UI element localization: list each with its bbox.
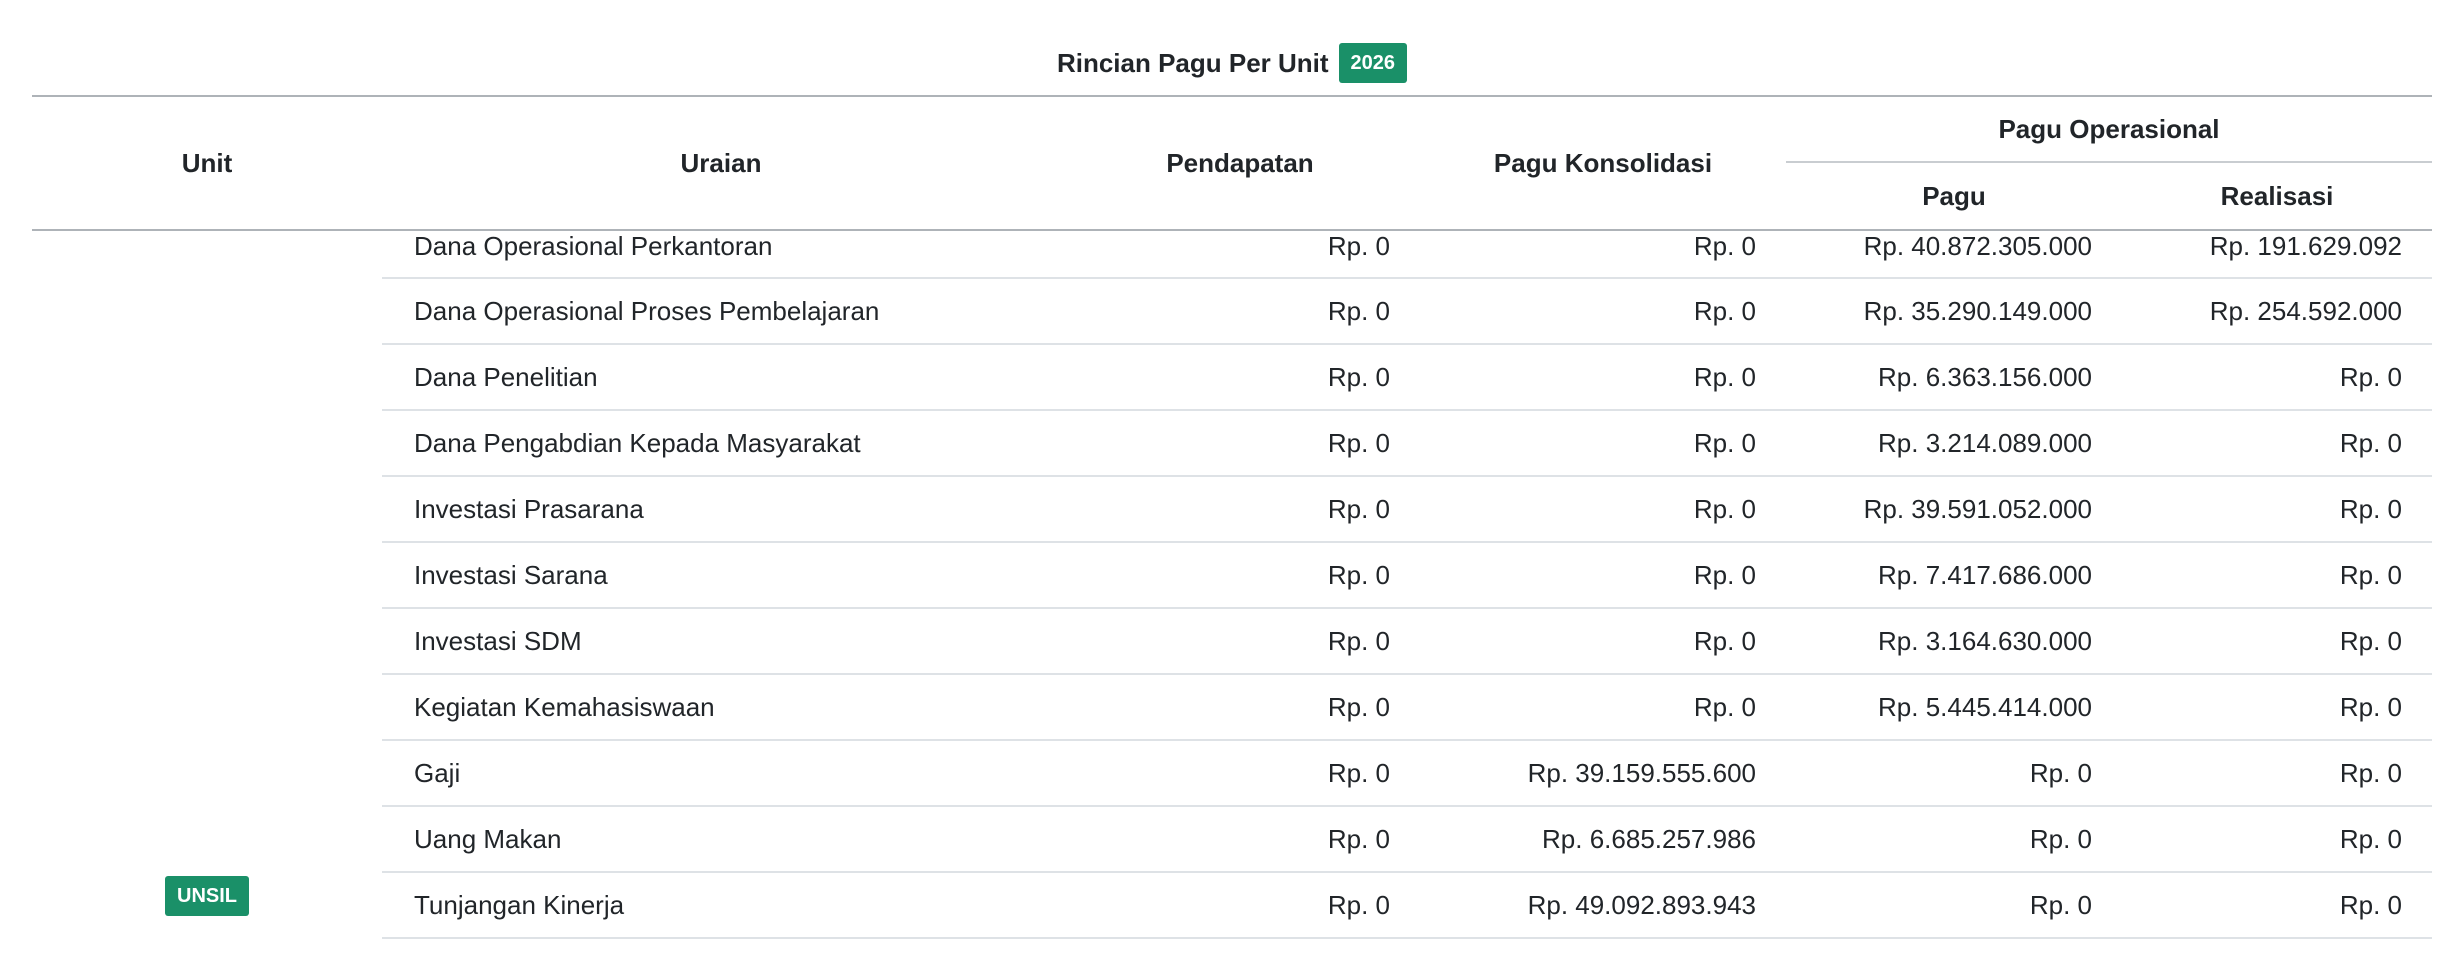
cell-uraian: Dana Pengabdian Kepada Masyarakat	[382, 410, 1060, 476]
cell-uraian: Investasi Sarana	[382, 542, 1060, 608]
column-header-pagu: Pagu	[1786, 162, 2122, 230]
table-row	[32, 608, 2432, 674]
cell-realisasi: Rp. 0	[2122, 872, 2432, 938]
cell-realisasi: Rp. 0	[2122, 608, 2432, 674]
cell-realisasi: Rp. 0	[2122, 806, 2432, 872]
table-row	[32, 476, 2432, 542]
cell-realisasi: Rp. 0	[2122, 674, 2432, 740]
table-row	[32, 410, 2432, 476]
cell-pagu-konsolidasi: Rp. 0	[1420, 344, 1786, 410]
cell-pagu-konsolidasi: Rp. 0	[1420, 674, 1786, 740]
cell-uraian: Dana Operasional Proses Pembelajaran	[382, 278, 1060, 344]
column-header-pendapatan: Pendapatan	[1060, 96, 1420, 230]
pagu-table	[32, 95, 2432, 939]
cell-pendapatan: Rp. 0	[1060, 674, 1420, 740]
cell-uraian: Dana Penelitian	[382, 344, 1060, 410]
cell-pagu: Rp. 35.290.149.000	[1786, 278, 2122, 344]
page-title	[0, 38, 2464, 88]
column-header-pagu-konsolidasi: Pagu Konsolidasi	[1420, 96, 1786, 230]
cell-realisasi: Rp. 0	[2122, 542, 2432, 608]
cell-pagu-konsolidasi: Rp. 6.685.257.986	[1420, 806, 1786, 872]
cell-uraian: Gaji	[382, 740, 1060, 806]
table-body	[32, 230, 2432, 938]
cell-pagu: Rp. 3.214.089.000	[1786, 410, 2122, 476]
cell-uraian: Tunjangan Kinerja	[382, 872, 1060, 938]
table-row	[32, 872, 2432, 938]
cell-pagu-konsolidasi: Rp. 0	[1420, 542, 1786, 608]
cell-realisasi: Rp. 0	[2122, 476, 2432, 542]
cell-pagu-konsolidasi: Rp. 0	[1420, 608, 1786, 674]
cell-pagu-konsolidasi: Rp. 49.092.893.943	[1420, 872, 1786, 938]
cell-pagu: Rp. 0	[1786, 872, 2122, 938]
cell-uraian: Uang Makan	[382, 806, 1060, 872]
cell-pagu: Rp. 3.164.630.000	[1786, 608, 2122, 674]
column-header-unit: Unit	[32, 96, 382, 230]
cell-pagu-konsolidasi: Rp. 0	[1420, 410, 1786, 476]
cell-pagu-konsolidasi: Rp. 0	[1420, 278, 1786, 344]
unit-cell	[32, 230, 382, 938]
cell-pendapatan: Rp. 0	[1060, 872, 1420, 938]
cell-pagu: Rp. 5.445.414.000	[1786, 674, 2122, 740]
cell-uraian: Dana Operasional Perkantoran	[382, 230, 1060, 278]
unit-badge: UNSIL	[165, 876, 249, 916]
cell-pagu: Rp. 0	[1786, 740, 2122, 806]
table-row	[32, 806, 2432, 872]
table-row	[32, 278, 2432, 344]
cell-pendapatan: Rp. 0	[1060, 344, 1420, 410]
cell-realisasi: Rp. 254.592.000	[2122, 278, 2432, 344]
cell-pagu: Rp. 0	[1786, 806, 2122, 872]
cell-pendapatan: Rp. 0	[1060, 230, 1420, 278]
cell-uraian: Kegiatan Kemahasiswaan	[382, 674, 1060, 740]
cell-pagu-konsolidasi: Rp. 0	[1420, 230, 1786, 278]
cell-uraian: Investasi SDM	[382, 608, 1060, 674]
cell-pagu: Rp. 39.591.052.000	[1786, 476, 2122, 542]
cell-pendapatan: Rp. 0	[1060, 740, 1420, 806]
table-row	[32, 230, 2432, 278]
year-badge: 2026	[1339, 43, 1408, 83]
cell-pendapatan: Rp. 0	[1060, 542, 1420, 608]
column-header-realisasi: Realisasi	[2122, 162, 2432, 230]
cell-realisasi: Rp. 0	[2122, 344, 2432, 410]
cell-pagu: Rp. 7.417.686.000	[1786, 542, 2122, 608]
table-header	[32, 96, 2432, 230]
table-row	[32, 344, 2432, 410]
column-group-pagu-operasional: Pagu Operasional	[1786, 96, 2432, 162]
table-row	[32, 740, 2432, 806]
column-header-uraian: Uraian	[382, 96, 1060, 230]
cell-pagu: Rp. 6.363.156.000	[1786, 344, 2122, 410]
cell-pendapatan: Rp. 0	[1060, 476, 1420, 542]
table-row	[32, 542, 2432, 608]
page-title-text: Rincian Pagu Per Unit	[1056, 47, 1329, 78]
cell-pendapatan: Rp. 0	[1060, 608, 1420, 674]
cell-pagu-konsolidasi: Rp. 0	[1420, 476, 1786, 542]
cell-realisasi: Rp. 191.629.092	[2122, 230, 2432, 278]
cell-pendapatan: Rp. 0	[1060, 278, 1420, 344]
cell-pendapatan: Rp. 0	[1060, 410, 1420, 476]
cell-pendapatan: Rp. 0	[1060, 806, 1420, 872]
cell-pagu-konsolidasi: Rp. 39.159.555.600	[1420, 740, 1786, 806]
table-row	[32, 674, 2432, 740]
cell-realisasi: Rp. 0	[2122, 410, 2432, 476]
cell-realisasi: Rp. 0	[2122, 740, 2432, 806]
cell-pagu: Rp. 40.872.305.000	[1786, 230, 2122, 278]
cell-uraian: Investasi Prasarana	[382, 476, 1060, 542]
